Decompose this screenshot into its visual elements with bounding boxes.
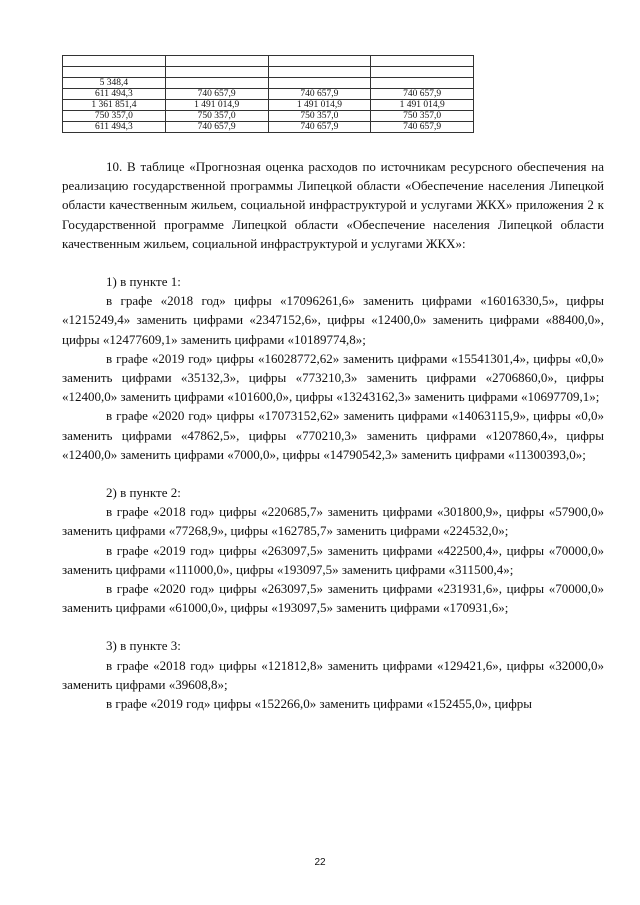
paragraph: 2) в пункте 2: xyxy=(106,485,181,501)
table-cell xyxy=(165,56,268,67)
paragraph: в графе «2019 год» цифры «16028772,62» заменить цифрами «15541301,4», цифры «0,0» заменить цифрами «35132,3», цифры «773210,3» заменить цифрами «2706860,0», цифры «12400,0» заменить цифрами «101600,0», цифры «13243162,3» заменить цифрами «10697709,1»; xyxy=(62,350,604,405)
table-cell: 1 491 014,9 xyxy=(268,100,371,111)
paragraph: в графе «2020 год» цифры «263097,5» заменить цифрами «231931,6», цифры «70000,0» заменить цифрами «61000,0», цифры «193097,5» заменить цифрами «170931,6»; xyxy=(62,581,604,616)
table-cell xyxy=(268,56,371,67)
table-cell xyxy=(268,67,371,78)
paragraph: в графе «2019 год» цифры «152266,0» заменить цифрами «152455,0», цифры xyxy=(106,696,533,712)
table-cell: 1 491 014,9 xyxy=(165,100,268,111)
page-number: 22 xyxy=(314,857,326,868)
paragraph: в графе «2019 год» цифры «263097,5» заменить цифрами «422500,4», цифры «70000,0» заменить цифрами «111000,0», цифры «193097,5» заменить цифрами «311500,4»; xyxy=(62,542,604,577)
table-cell: 740 657,9 xyxy=(268,122,371,133)
table-row xyxy=(63,100,474,111)
paragraph: в графе «2018 год» цифры «220685,7» заменить цифрами «301800,9», цифры «57900,0» заменить цифрами «77268,9», цифры «162785,7» заменить цифрами «224532,0»; xyxy=(62,504,604,539)
table-cell: 740 657,9 xyxy=(165,89,268,100)
table-cell: 740 657,9 xyxy=(268,89,371,100)
paragraph: в графе «2020 год» цифры «17073152,62» заменить цифрами «14063115,9», цифры «0,0» заменить цифрами «47862,5», цифры «770210,3» заменить цифрами «1207860,4», цифры «12400,0» заменить цифрами «7000,0», цифры «14790542,3» заменить цифрами «11300393,0»; xyxy=(62,408,604,462)
body-text xyxy=(62,157,604,713)
table-cell xyxy=(165,78,268,89)
table-row xyxy=(63,78,474,89)
table-row xyxy=(63,89,474,100)
paragraph-spacer xyxy=(62,253,604,272)
table-cell xyxy=(165,67,268,78)
paragraph: в графе «2018 год» цифры «17096261,6» заменить цифрами «16016330,5», цифры «1215249,4» заменить цифрами «2347152,6», цифры «12400,0» заменить цифрами «88400,0», цифры «12477609,1» заменить цифрами «10189774,8»; xyxy=(62,293,604,347)
paragraph-spacer xyxy=(62,464,604,483)
budget-table xyxy=(62,55,474,133)
table-cell xyxy=(63,56,166,67)
paragraph: 3) в пункте 3: xyxy=(106,638,181,654)
paragraph-spacer xyxy=(62,617,604,636)
table-cell xyxy=(371,56,474,67)
table-cell: 740 657,9 xyxy=(371,122,474,133)
table-cell: 5 348,4 xyxy=(63,78,166,89)
table-cell: 1 491 014,9 xyxy=(371,100,474,111)
table-cell: 750 357,0 xyxy=(63,111,166,122)
table-cell: 611 494,3 xyxy=(63,122,166,133)
table-row xyxy=(63,56,474,67)
table-row xyxy=(63,111,474,122)
paragraph: 1) в пункте 1: xyxy=(106,274,181,290)
table-cell xyxy=(63,67,166,78)
table-row xyxy=(63,122,474,133)
table-cell: 750 357,0 xyxy=(268,111,371,122)
paragraph: в графе «2018 год» цифры «121812,8» заменить цифрами «129421,6», цифры «32000,0» заменить цифрами «39608,8»; xyxy=(62,657,604,692)
table-cell xyxy=(371,67,474,78)
table-cell: 740 657,9 xyxy=(165,122,268,133)
paragraph: 10. В таблице «Прогнозная оценка расходов по источникам ресурсного обеспечения на реализацию государственной программы Липецкой области «Обеспечение населения Липецкой области качественным жильем, социальной инфраструктурой и услугами ЖКХ» приложения 2 к Государственной программе Липецкой области «Обеспечение населения Липецкой области качественным жильем, социальной инфраструктурой и услугами ЖКХ»: xyxy=(62,159,604,251)
table-cell: 740 657,9 xyxy=(371,89,474,100)
table-cell xyxy=(371,78,474,89)
table-cell: 750 357,0 xyxy=(371,111,474,122)
table-cell: 611 494,3 xyxy=(63,89,166,100)
table-cell: 1 361 851,4 xyxy=(63,100,166,111)
table-cell: 750 357,0 xyxy=(165,111,268,122)
table-cell xyxy=(268,78,371,89)
table-row xyxy=(63,67,474,78)
